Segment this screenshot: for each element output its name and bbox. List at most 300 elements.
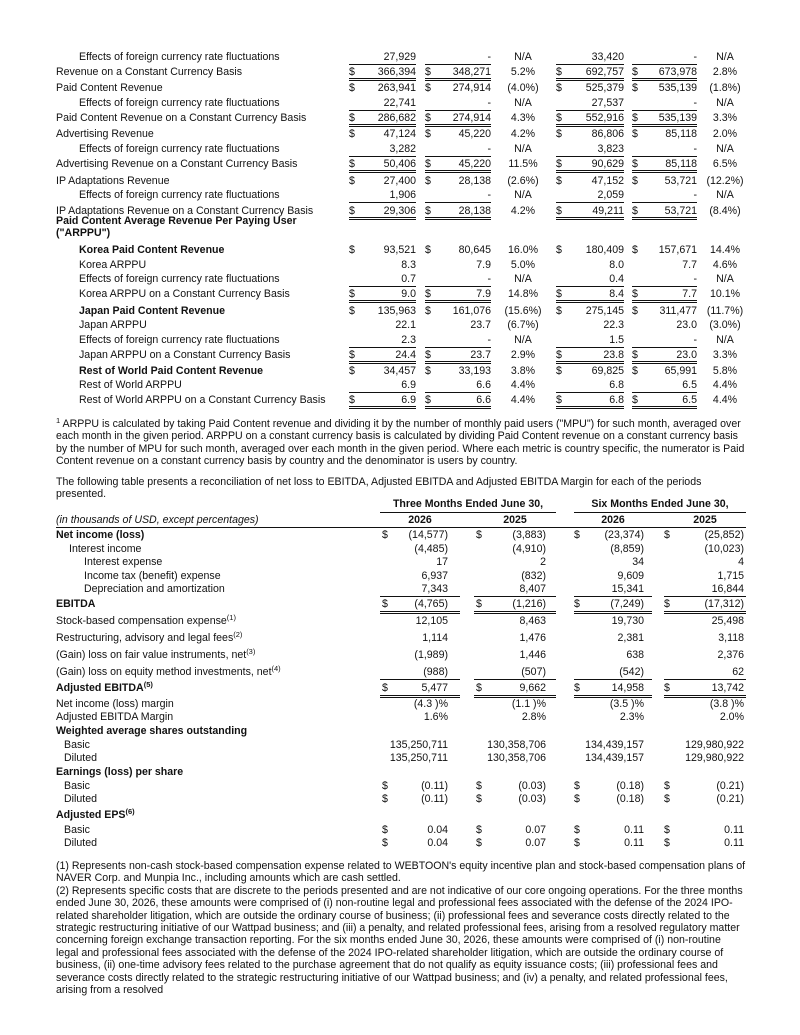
table-cell: 157,671: [658, 244, 697, 256]
table-cell: (0.03): [518, 793, 546, 805]
table-cell: 5.2%: [510, 66, 536, 78]
row-label-text: (Gain) loss on fair value instruments, net: [56, 649, 247, 661]
table-row: [0, 215, 800, 239]
row-label: Effects of foreign currency rate fluctuations: [79, 334, 280, 346]
table-cell: 552,916: [585, 112, 624, 124]
table-cell: 45,220: [458, 158, 491, 170]
table-cell: 15,341: [611, 583, 644, 595]
table-cell: $: [476, 529, 482, 541]
table-cell: $: [574, 529, 580, 541]
table-cell: -: [487, 97, 491, 109]
table-cell: -: [487, 143, 491, 155]
total-rule: [425, 217, 491, 218]
table-cell: $: [425, 112, 431, 124]
table-cell: $: [556, 82, 562, 94]
row-label-text: Net income (loss) margin: [56, 698, 174, 710]
table-cell: 45,220: [458, 128, 491, 140]
table-cell: 130,358,706: [487, 752, 546, 764]
total-rule: [349, 300, 416, 301]
row-label: [56, 614, 236, 628]
table-cell: 25,498: [711, 615, 744, 627]
table-cell: 49,211: [592, 205, 624, 217]
table-cell: 6.5: [682, 394, 697, 406]
row-label: [64, 751, 97, 765]
table-cell: $: [382, 824, 388, 836]
table-cell: -: [693, 334, 697, 346]
table-cell: (10,023): [704, 543, 744, 555]
table-cell: $: [476, 824, 482, 836]
table-cell: (17,312): [704, 598, 744, 610]
footnote-ref: (4): [271, 664, 281, 673]
table-cell: N/A: [716, 97, 734, 109]
table-row: [0, 318, 800, 333]
table-cell: 535,139: [658, 82, 697, 94]
table-cell: 24.4: [395, 349, 416, 361]
total-rule: [349, 78, 416, 79]
table-cell: 90,629: [591, 158, 624, 170]
total-rule: [425, 302, 491, 303]
table-cell: (3.5 )%: [609, 698, 644, 710]
table-cell: 23.0: [676, 349, 697, 361]
table-cell: 23.7: [470, 349, 491, 361]
table-cell: 14.8%: [507, 288, 539, 300]
total-rule: [632, 408, 697, 409]
table-cell: 135,250,711: [389, 739, 448, 751]
table-cell: $: [632, 158, 638, 170]
table-cell: $: [556, 244, 562, 256]
table-cell: 0.7: [401, 273, 416, 285]
table-cell: (1,989): [414, 649, 448, 661]
table-cell: (7,249): [610, 598, 644, 610]
total-rule: [556, 361, 624, 362]
table-cell: $: [632, 305, 638, 317]
total-rule: [632, 302, 697, 303]
table-row: [0, 555, 800, 569]
table-cell: 2.8%: [712, 66, 738, 78]
table-cell: 4.6%: [712, 259, 738, 271]
table-cell: 22.1: [395, 319, 416, 331]
row-label-text: Diluted: [64, 837, 97, 849]
table-cell: (542): [619, 666, 644, 678]
header-year: 2025: [693, 514, 717, 526]
table-cell: 85,118: [665, 128, 697, 140]
table-cell: 69,825: [591, 365, 624, 377]
table-row: [0, 597, 800, 611]
table-cell: 16.0%: [507, 244, 539, 256]
table-cell: 0.11: [624, 824, 644, 836]
row-label: Effects of foreign currency rate fluctuations: [79, 51, 280, 63]
row-label-text: Adjusted EBITDA: [56, 682, 144, 694]
table-cell: $: [349, 244, 355, 256]
table-cell: 6.9: [401, 379, 416, 391]
table-cell: $: [349, 365, 355, 377]
table-cell: 6.5%: [712, 158, 738, 170]
table-cell: 2.3: [401, 334, 416, 346]
table-cell: 7.9: [476, 288, 491, 300]
footnote-ref: (1): [226, 613, 236, 622]
table-cell: $: [476, 682, 482, 694]
table-row: [0, 272, 800, 287]
table-cell: $: [476, 598, 482, 610]
table-row: [0, 50, 800, 65]
table-cell: (4.3 )%: [413, 698, 448, 710]
table-row: [0, 823, 800, 837]
table-cell: $: [425, 66, 431, 78]
table-cell: $: [349, 112, 355, 124]
table-cell: 3.3%: [712, 112, 738, 124]
table-row: [0, 648, 800, 662]
table-cell: 62: [732, 666, 744, 678]
table-cell: -: [487, 189, 491, 201]
table-cell: 1,476: [519, 632, 546, 644]
table-cell: 5,477: [421, 682, 448, 694]
table-cell: $: [349, 128, 355, 140]
table-cell: 2.9%: [510, 349, 536, 361]
table-cell: $: [425, 158, 431, 170]
row-label-text: Adjusted EPS: [56, 809, 126, 821]
footnotes: [56, 860, 746, 996]
total-rule: [664, 611, 746, 612]
table-cell: $: [632, 365, 638, 377]
row-label-text: Diluted: [64, 793, 97, 805]
row-label: Effects of foreign currency rate fluctuations: [79, 189, 280, 201]
table-cell: $: [632, 128, 638, 140]
table-cell: $: [664, 824, 670, 836]
table-cell: 0.07: [525, 824, 546, 836]
table-row: [0, 333, 800, 348]
table-cell: 86,806: [591, 128, 624, 140]
table-cell: 4.4%: [712, 394, 738, 406]
total-rule: [349, 408, 416, 409]
table-cell: $: [425, 205, 431, 217]
table-cell: 4: [738, 556, 744, 568]
total-rule: [632, 78, 697, 79]
table-cell: (0.18): [616, 780, 644, 792]
table-cell: $: [349, 305, 355, 317]
table-cell: 1,715: [717, 570, 744, 582]
row-label: [56, 665, 281, 679]
total-rule: [632, 406, 697, 407]
table-cell: -: [487, 273, 491, 285]
table-cell: -: [693, 273, 697, 285]
table-cell: $: [425, 305, 431, 317]
table-row: [0, 710, 800, 724]
row-label: Paid Content Revenue: [56, 82, 163, 94]
table-cell: 65,991: [664, 365, 697, 377]
table-cell: 525,379: [585, 82, 624, 94]
table-row: [0, 582, 800, 596]
table-cell: (4,910): [512, 543, 546, 555]
table-row: [0, 96, 800, 111]
row-label-text: Depreciation and amortization: [84, 583, 225, 595]
table-cell: N/A: [514, 143, 532, 155]
table-cell: 8.3: [401, 259, 416, 271]
table-row: [0, 697, 800, 711]
total-rule: [349, 302, 416, 303]
row-label: Advertising Revenue on a Constant Currency Basis: [56, 158, 298, 170]
table-cell: 1.6%: [423, 711, 448, 723]
table-row: [0, 542, 800, 556]
table-cell: 4.2%: [510, 128, 536, 140]
table-cell: N/A: [716, 143, 734, 155]
footnote-text: ARPPU is calculated by taking Paid Content revenue and dividing it by the number of monthly paid users ("MPU") for such month, averaged over each month in the given period. ARPPU on a constant currency basis is calculated by dividing Paid Content revenue on a constant currency basis by the number of MPU for such month, averaged over each month in the given period. Where each metric is country specific, the numerator is Paid Content revenue on a constant currency basis by country and the denominator is users by country.: [56, 418, 745, 468]
table-cell: $: [556, 205, 562, 217]
table-cell: N/A: [514, 97, 532, 109]
row-label: Rest of World ARPPU on a Constant Currency Basis: [79, 394, 326, 406]
table-row: [0, 364, 800, 379]
table-row: [0, 792, 800, 806]
table-cell: N/A: [514, 51, 532, 63]
row-label: Effects of foreign currency rate fluctuations: [79, 143, 280, 155]
row-label: Revenue on a Constant Currency Basis: [56, 66, 243, 78]
subtotal-rule: [574, 679, 652, 680]
row-label: Rest of World Paid Content Revenue: [79, 365, 264, 377]
table-cell: -: [693, 189, 697, 201]
table-row: [0, 569, 800, 583]
total-rule: [425, 406, 491, 407]
table-row: [0, 738, 800, 752]
table-cell: 4.3%: [510, 112, 536, 124]
table-cell: (1.1 )%: [511, 698, 546, 710]
table-cell: 286,682: [377, 112, 416, 124]
table-cell: $: [382, 780, 388, 792]
table-cell: 14.4%: [709, 244, 741, 256]
total-rule: [425, 300, 491, 301]
header-year: 2026: [601, 514, 625, 526]
table-cell: (4.0%): [507, 82, 539, 94]
table-cell: 348,271: [452, 66, 491, 78]
row-label: [56, 710, 173, 724]
table-cell: $: [425, 175, 431, 187]
table-row: [0, 127, 800, 142]
subtotal-rule: [664, 679, 746, 680]
table-cell: 4.4%: [510, 379, 536, 391]
table-cell: (25,852): [704, 529, 744, 541]
row-label-text: Income tax (benefit) expense: [84, 570, 221, 582]
row-label: [64, 823, 90, 837]
table-cell: 3,118: [718, 632, 744, 644]
table-cell: 23.0: [676, 319, 697, 331]
table-cell: $: [556, 305, 562, 317]
table-cell: (15.6%): [504, 305, 542, 317]
table-cell: 0.04: [427, 837, 448, 849]
table-row: [0, 808, 800, 822]
table-cell: $: [632, 394, 638, 406]
table-cell: $: [664, 529, 670, 541]
table-row: [0, 836, 800, 850]
total-rule: [349, 361, 416, 362]
row-label: IP Adaptations Revenue on a Constant Currency Basis: [56, 205, 314, 217]
subtotal-rule: [380, 679, 460, 680]
table-cell: N/A: [716, 273, 734, 285]
subtotal-rule: [632, 202, 697, 203]
table-row: [0, 779, 800, 793]
table-row: [0, 378, 800, 393]
table-row: [0, 724, 800, 738]
table-cell: (2.6%): [507, 175, 539, 187]
table-cell: 85,118: [665, 158, 697, 170]
table-cell: 19,730: [611, 615, 644, 627]
row-label: [84, 569, 221, 583]
table-cell: 161,076: [452, 305, 491, 317]
table-cell: $: [425, 349, 431, 361]
table-cell: $: [574, 824, 580, 836]
table-cell: 263,941: [377, 82, 416, 94]
row-label-text: EBITDA: [56, 598, 96, 610]
table-row: [0, 765, 800, 779]
table-cell: 2.0%: [712, 128, 738, 140]
row-label: [69, 542, 141, 556]
total-rule: [632, 300, 697, 301]
table-cell: $: [349, 349, 355, 361]
subtotal-rule: [474, 679, 556, 680]
total-rule: [425, 361, 491, 362]
total-rule: [556, 172, 624, 173]
table-cell: 12,105: [415, 615, 448, 627]
table-cell: 23.7: [470, 319, 491, 331]
table-cell: $: [664, 793, 670, 805]
table-cell: $: [632, 349, 638, 361]
total-rule: [425, 170, 491, 171]
table-cell: $: [382, 598, 388, 610]
table-cell: (11.7%): [706, 305, 744, 317]
table-cell: 11.5%: [508, 158, 538, 170]
table-cell: 22.3: [603, 319, 624, 331]
table-cell: $: [476, 780, 482, 792]
row-label: Korea Paid Content Revenue: [79, 244, 225, 256]
table-cell: $: [556, 349, 562, 361]
table-cell: 10.1%: [709, 288, 741, 300]
table-cell: 134,439,157: [585, 739, 644, 751]
table-cell: 6.8: [609, 394, 624, 406]
table-cell: (1,216): [512, 598, 546, 610]
table-cell: 3.8%: [510, 365, 536, 377]
row-label: [56, 648, 255, 662]
table-cell: 2,376: [717, 649, 744, 661]
table-row: [0, 243, 800, 258]
table-cell: $: [556, 175, 562, 187]
table-cell: 27,537: [591, 97, 624, 109]
total-rule: [425, 172, 491, 173]
table-cell: 6.5: [682, 379, 697, 391]
table-cell: 23.8: [603, 349, 624, 361]
header-year: 2025: [503, 514, 527, 526]
total-rule: [349, 170, 416, 171]
table-cell: (4,485): [414, 543, 448, 555]
footnote-ref: (6): [125, 807, 135, 816]
row-label: [64, 836, 97, 850]
total-rule: [632, 361, 697, 362]
table-cell: 692,757: [585, 66, 624, 78]
table-cell: 28,138: [458, 175, 491, 187]
table-cell: (988): [423, 666, 448, 678]
table-cell: (8.4%): [709, 205, 741, 217]
table-cell: $: [425, 82, 431, 94]
total-rule: [556, 406, 624, 407]
table-cell: 5.0%: [510, 259, 536, 271]
table-cell: $: [556, 66, 562, 78]
table-cell: 34,457: [383, 365, 416, 377]
table-cell: 1.5: [609, 334, 624, 346]
table-cell: $: [382, 837, 388, 849]
table-cell: $: [556, 394, 562, 406]
table-cell: 0.4: [609, 273, 624, 285]
table-cell: 8.0: [609, 259, 624, 271]
row-label-text: Basic: [64, 824, 90, 836]
table-cell: 0.04: [427, 824, 448, 836]
table-cell: $: [664, 682, 670, 694]
total-rule: [556, 78, 624, 79]
table-cell: 0.11: [724, 837, 744, 849]
row-label: Advertising Revenue: [56, 128, 154, 140]
table-cell: $: [425, 128, 431, 140]
table-cell: $: [556, 158, 562, 170]
table-cell: 9,662: [519, 682, 546, 694]
table-cell: (507): [521, 666, 546, 678]
table-cell: (0.11): [421, 780, 448, 792]
footnote-ref: (3): [246, 647, 256, 656]
subtotal-rule: [349, 202, 416, 203]
table-cell: (3.8 )%: [709, 698, 744, 710]
table-row: [0, 304, 800, 319]
table-row: [0, 614, 800, 628]
total-rule: [425, 124, 491, 125]
row-label: Rest of World ARPPU: [79, 379, 182, 391]
table-cell: $: [574, 793, 580, 805]
table-cell: (0.03): [518, 780, 546, 792]
row-label: [56, 631, 242, 645]
footnote-marker: 1: [56, 416, 61, 425]
table-cell: 17: [436, 556, 448, 568]
table-cell: -: [693, 143, 697, 155]
row-label: [56, 681, 153, 695]
table-cell: $: [349, 158, 355, 170]
table-cell: 134,439,157: [585, 752, 644, 764]
table-cell: 1,114: [422, 632, 448, 644]
table-cell: (832): [521, 570, 546, 582]
table-cell: 2,381: [617, 632, 644, 644]
table-cell: (1.8%): [709, 82, 741, 94]
table-cell: (0.18): [616, 793, 644, 805]
total-rule: [349, 124, 416, 125]
table-cell: (0.11): [421, 793, 448, 805]
table-cell: 3,282: [389, 143, 416, 155]
table-cell: (4,765): [414, 598, 448, 610]
table-row: [0, 751, 800, 765]
total-rule: [556, 170, 624, 171]
table-cell: (3,883): [512, 529, 546, 541]
table-cell: 50,406: [383, 158, 416, 170]
table-cell: 4.4%: [510, 394, 536, 406]
table-row: [0, 258, 800, 273]
table-cell: 28,138: [458, 205, 491, 217]
table-cell: 80,645: [458, 244, 491, 256]
table-cell: 0.11: [724, 824, 744, 836]
table-cell: (3.0%): [709, 319, 741, 331]
table-cell: $: [349, 82, 355, 94]
table-cell: 9.0: [401, 288, 416, 300]
row-label-text: Basic: [64, 780, 90, 792]
total-rule: [632, 170, 697, 171]
table-cell: 0.11: [624, 837, 644, 849]
header-three-months: Three Months Ended June 30,: [392, 498, 544, 510]
table-cell: 135,963: [377, 305, 416, 317]
table-cell: 6,937: [421, 570, 448, 582]
table-cell: $: [476, 837, 482, 849]
table-cell: 6.9: [401, 394, 416, 406]
table-cell: $: [632, 244, 638, 256]
table-cell: 1,906: [389, 189, 416, 201]
